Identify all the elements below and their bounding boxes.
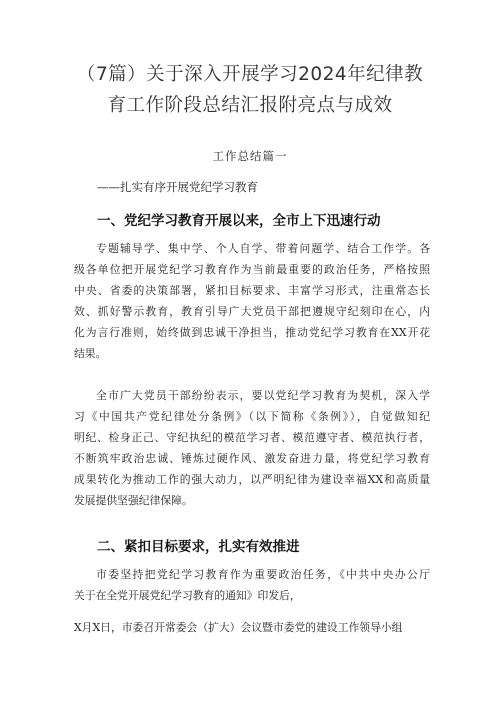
paragraph-line: 成果转化为推动工作的强大动力，以严明纪律为建设幸福XX和高质量	[74, 473, 430, 486]
paragraph-line: 效、抓好警示教育，教育引导广大党员干部把遵规守纪刻印在心，内	[74, 305, 430, 318]
heading-2: 二、紧扣目标要求，扎实有效推进	[97, 539, 300, 555]
paragraph-line: 明纪、检身正己、守纪执纪的模范学习者、模范遵守者、模范执行者，	[74, 431, 430, 444]
paragraph-line: 发展提供坚强纪律保障。	[74, 494, 193, 507]
document-title-line-2: 育工作阶段总结汇报附亮点与成效	[107, 95, 393, 116]
document-title-line-1: （7篇）关于深入开展学习2024年纪律教	[76, 64, 424, 85]
paragraph-line: 级各单位把开展党纪学习教育作为当前最重要的政治任务，严格按照	[74, 263, 430, 276]
paragraph-line: 全市广大党员干部纷纷表示，要以党纪学习教育为契机，深入学	[96, 389, 430, 402]
section-label: 工作总结篇一	[212, 149, 288, 163]
paragraph-3	[74, 564, 430, 606]
heading-1: 一、党纪学习教育开展以来，全市上下迅速行动	[97, 213, 381, 229]
paragraph-line: 不断筑牢政治忠诚、锤炼过硬作风、激发奋进力量，将党纪学习教育	[74, 452, 430, 465]
paragraph-line: 关于在全党开展党纪学习教育的通知》印发后，	[74, 589, 301, 602]
paragraph-line: 专题辅导学、集中学、个人自学、带着问题学、结合工作学。各	[96, 242, 430, 255]
paragraph-line: 中央、省委的决策部署，紧扣目标要求、丰富学习形式，注重常态长	[74, 284, 430, 297]
paragraph-4	[74, 617, 430, 638]
paragraph-line: 化为言行准则，始终做到忠诚干净担当，推动党纪学习教育在XX开花	[74, 326, 430, 339]
paragraph-2	[74, 385, 430, 511]
paragraph-line: 市委坚持把党纪学习教育作为重要政治任务，《中共中央办公厅	[96, 568, 430, 581]
section-subtitle: ——扎实有序开展党纪学习教育	[97, 180, 258, 194]
paragraph-line: X月X日，市委召开常委会（扩大）会议暨市委党的建设工作领导小组	[74, 621, 403, 634]
paragraph-1	[74, 238, 430, 364]
paragraph-line: 结果。	[74, 347, 107, 360]
paragraph-line: 习《中国共产党纪律处分条例》（以下简称《条例》），自觉做知纪	[74, 410, 430, 423]
